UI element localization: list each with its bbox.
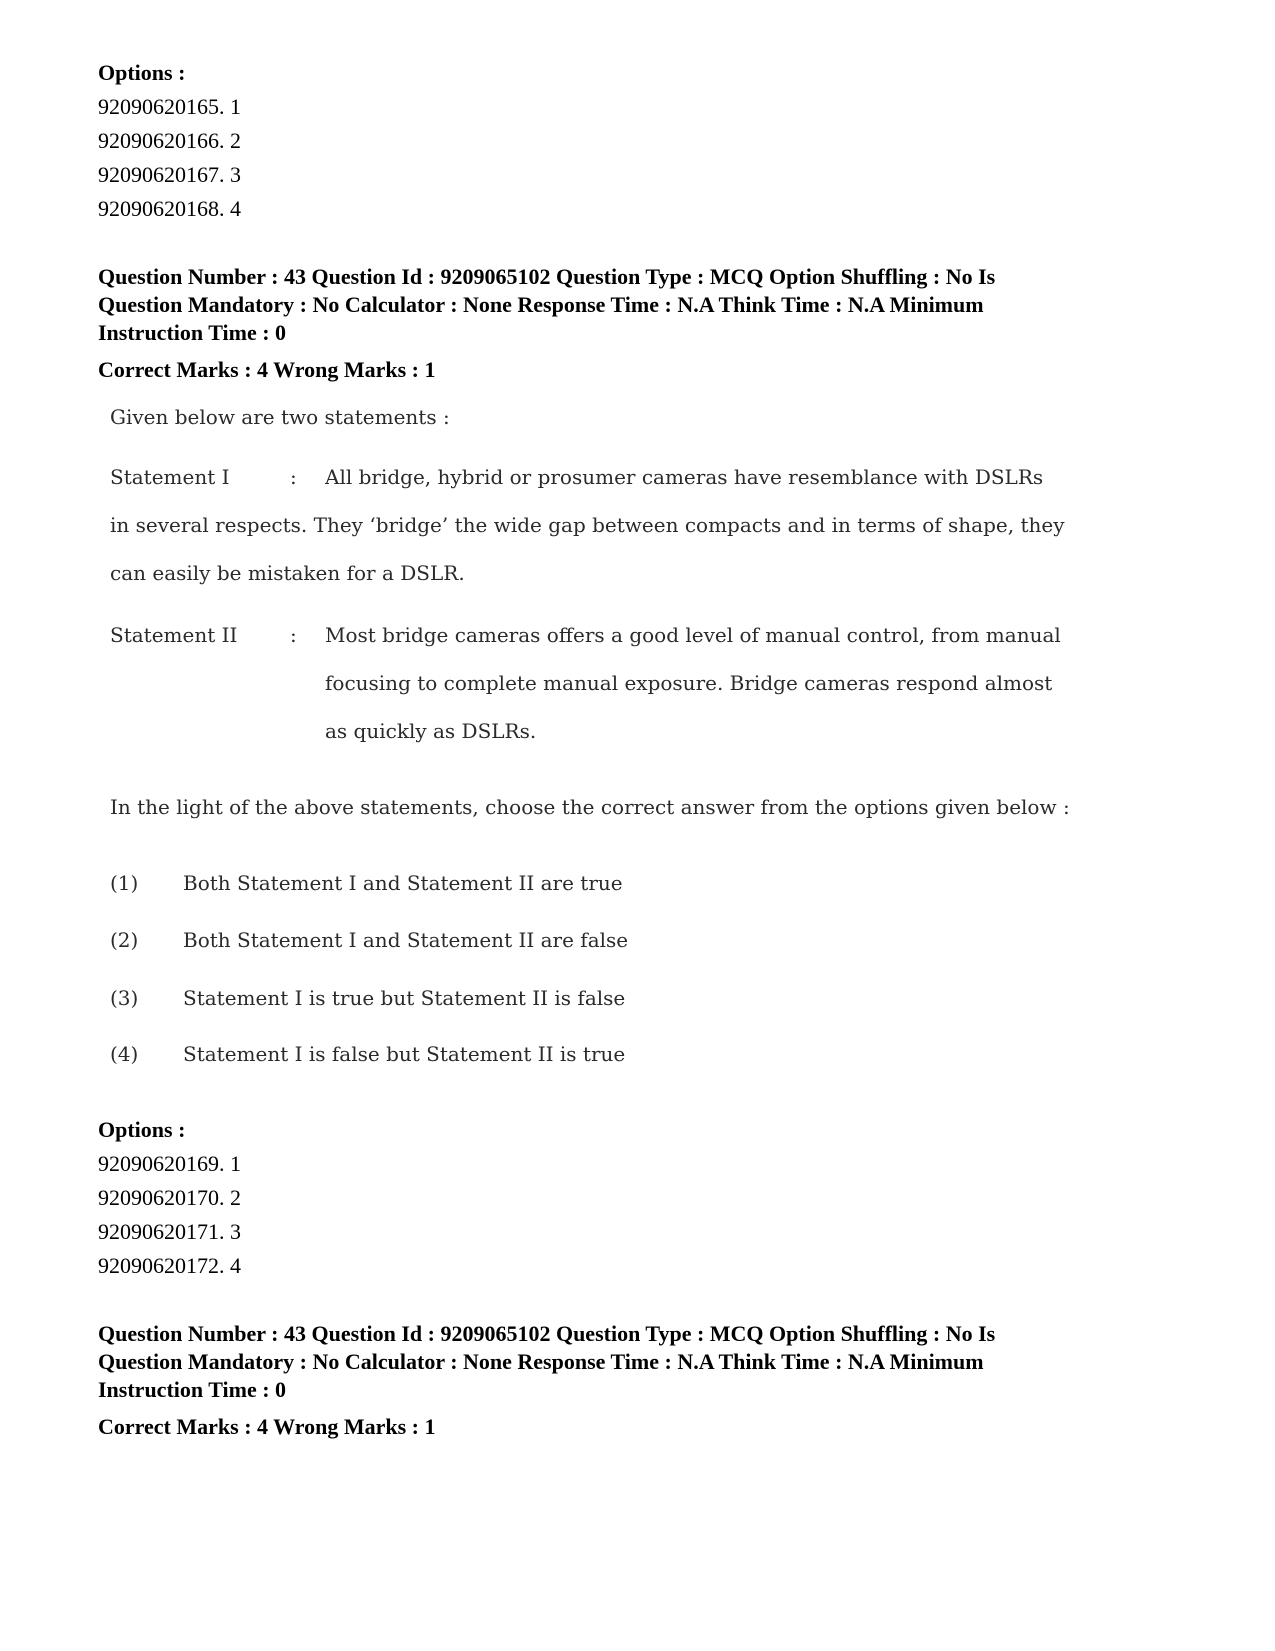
statement-1-colon: : bbox=[290, 465, 297, 489]
choice-text: Both Statement I and Statement II are true bbox=[183, 871, 623, 895]
statement-2-text: Most bridge cameras offers a good level of manual control, from manual bbox=[325, 623, 1061, 647]
statement-1-text: in several respects. They ‘bridge’ the wide gap between compacts and in terms of shape, they bbox=[110, 513, 1065, 537]
option-line: 92090620169. 1 bbox=[98, 1151, 241, 1176]
option-line: 92090620167. 3 bbox=[98, 162, 241, 187]
statement-2-text: as quickly as DSLRs. bbox=[325, 719, 537, 743]
question-meta-line: Question Number : 43 Question Id : 9209065102 Question Type : MCQ Option Shuffling : No Is bbox=[98, 264, 996, 289]
next-question-meta-block bbox=[98, 1320, 1158, 1442]
question-marks: Correct Marks : 4 Wrong Marks : 1 bbox=[98, 357, 436, 382]
choice-number: (2) bbox=[110, 928, 139, 952]
option-line: 92090620166. 2 bbox=[98, 128, 241, 153]
option-line: 92090620170. 2 bbox=[98, 1185, 241, 1210]
statement-2-label: Statement II bbox=[110, 623, 238, 647]
statement-1-text: can easily be mistaken for a DSLR. bbox=[110, 561, 465, 585]
question-meta-line: Question Mandatory : No Calculator : None Response Time : N.A Think Time : N.A Minimum bbox=[98, 292, 984, 317]
question-meta-line: Question Number : 43 Question Id : 9209065102 Question Type : MCQ Option Shuffling : No Is bbox=[98, 1321, 996, 1346]
statement-1-label: Statement I bbox=[110, 465, 230, 489]
choice-number: (3) bbox=[110, 986, 139, 1010]
choice-text: Statement I is false but Statement II is true bbox=[183, 1042, 626, 1066]
statement-1-text: All bridge, hybrid or prosumer cameras have resemblance with DSLRs bbox=[325, 465, 1044, 489]
question-meta-block bbox=[98, 263, 1158, 385]
question-prompt: In the light of the above statements, choose the correct answer from the options given below : bbox=[110, 795, 1070, 819]
option-line: 92090620165. 1 bbox=[98, 94, 241, 119]
choice-number: (1) bbox=[110, 871, 139, 895]
option-line: 92090620172. 4 bbox=[98, 1253, 241, 1278]
options-heading: Options : bbox=[98, 60, 186, 85]
choice-text: Both Statement I and Statement II are false bbox=[183, 928, 629, 952]
choice-number: (4) bbox=[110, 1042, 139, 1066]
question-meta-line: Instruction Time : 0 bbox=[98, 320, 287, 345]
question-intro: Given below are two statements : bbox=[110, 405, 450, 429]
choice-text: Statement I is true but Statement II is false bbox=[183, 986, 626, 1010]
question-marks: Correct Marks : 4 Wrong Marks : 1 bbox=[98, 1414, 436, 1439]
option-line: 92090620171. 3 bbox=[98, 1219, 241, 1244]
options-heading: Options : bbox=[98, 1117, 186, 1142]
bottom-options-block bbox=[98, 1113, 241, 1283]
question-meta-line: Question Mandatory : No Calculator : None Response Time : N.A Think Time : N.A Minimum bbox=[98, 1349, 984, 1374]
statement-2-colon: : bbox=[290, 623, 297, 647]
option-line: 92090620168. 4 bbox=[98, 196, 241, 221]
statement-2-text: focusing to complete manual exposure. Bridge cameras respond almost bbox=[325, 671, 1053, 695]
top-options-block bbox=[98, 56, 241, 226]
question-meta-line: Instruction Time : 0 bbox=[98, 1377, 287, 1402]
